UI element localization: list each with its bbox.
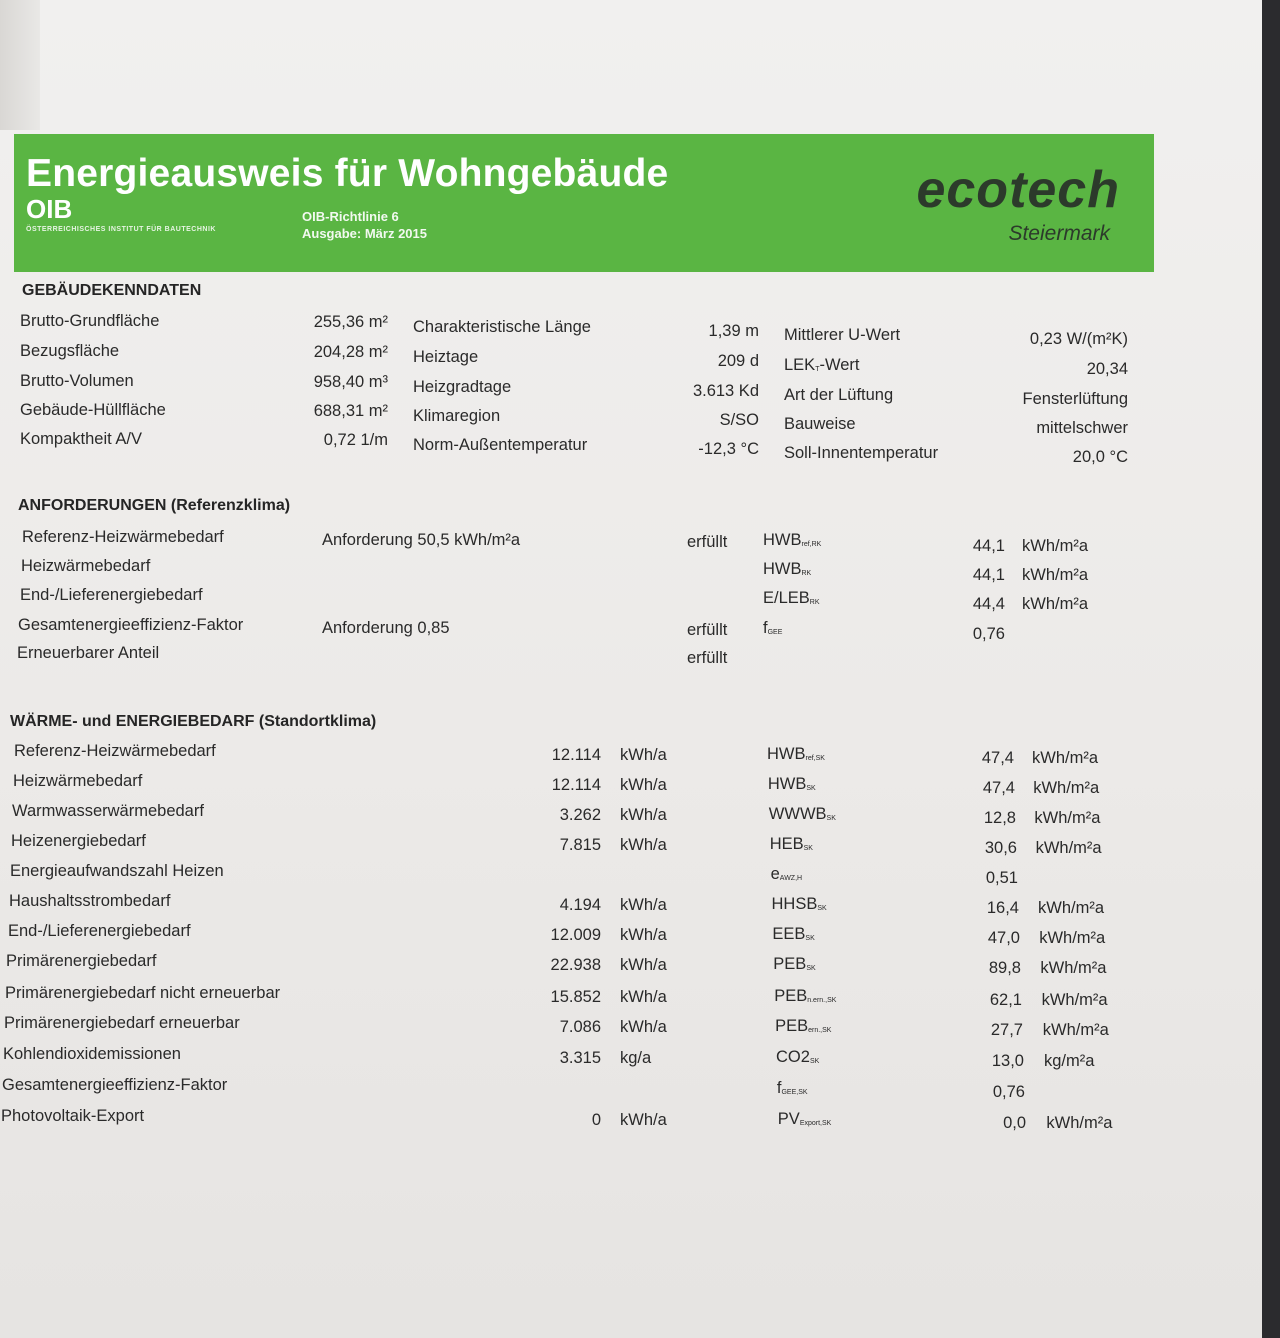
wa-specific-value: 13,0 — [991, 1052, 1024, 1070]
gk-label-1: Brutto-Grundfläche — [20, 312, 160, 330]
wa-value: 22.938 — [550, 956, 601, 974]
wa-specific-value: 89,8 — [988, 959, 1021, 977]
wa-specific-unit: kWh/m²a — [1035, 839, 1102, 857]
section-heading-waerme: WÄRME- und ENERGIEBEDARF (Standortklima) — [10, 713, 377, 730]
wa-symbol: HEBSK — [769, 835, 813, 853]
symbol-subscript: GEE — [767, 629, 783, 636]
wa-value: 7.815 — [559, 836, 601, 854]
wa-symbol: HHSBSK — [771, 895, 827, 913]
gk-value-2: 209 d — [717, 352, 759, 370]
wa-value: 12.114 — [551, 746, 601, 764]
gk-value-1: 958,40 m³ — [313, 373, 388, 391]
gk-label-3: Mittlerer U-Wert — [784, 326, 901, 344]
wa-unit: kg/a — [620, 1049, 652, 1067]
an-status: erfüllt — [687, 533, 728, 551]
wa-specific-unit: kWh/m²a — [1040, 959, 1107, 977]
gk-label-2: Charakteristische Länge — [413, 318, 591, 336]
wa-label: End-/Lieferenergiebedarf — [8, 922, 191, 940]
wa-unit: kWh/a — [620, 926, 667, 944]
oib-full-name: ÖSTERREICHISCHES INSTITUT FÜR BAUTECHNIK — [26, 226, 216, 233]
wa-value: 12.009 — [550, 926, 601, 944]
symbol-subscript: RK — [801, 570, 812, 577]
wa-specific-value: 0,0 — [1003, 1114, 1026, 1132]
gk-label-2: Heiztage — [413, 348, 479, 366]
gk-label-2: Heizgradtage — [413, 378, 512, 396]
wa-label: Heizwärmebedarf — [13, 772, 143, 790]
symbol-subscript: n.ern.,SK — [807, 997, 837, 1004]
wa-specific-unit: kWh/m²a — [1038, 899, 1104, 917]
wa-unit: kWh/a — [620, 896, 667, 914]
gk-label-3: Soll-Innentemperatur — [784, 444, 939, 462]
an-value: 44,1 — [972, 566, 1005, 584]
wa-symbol: HWBref,SK — [767, 745, 825, 763]
an-unit: kWh/m²a — [1022, 595, 1088, 613]
wa-unit: kWh/a — [620, 746, 667, 764]
oib-logo-text: OIB — [26, 194, 73, 224]
wa-symbol: fGEE,SK — [776, 1079, 808, 1097]
ecotech-logo: ecotech — [916, 161, 1120, 219]
an-symbol: HWBRK — [763, 560, 812, 578]
gk-label-1: Kompaktheit A/V — [20, 430, 142, 448]
wa-unit: kWh/a — [620, 988, 667, 1006]
wa-symbol: CO2SK — [776, 1048, 820, 1066]
wa-specific-value: 30,6 — [984, 839, 1017, 857]
wa-specific-unit: kWh/m²a — [1032, 749, 1098, 767]
gk-label-1: Bezugsfläche — [20, 342, 120, 360]
wa-value: 4.194 — [559, 896, 601, 914]
an-label: Referenz-Heizwärmebedarf — [22, 528, 224, 546]
wa-value: 15.852 — [550, 988, 601, 1006]
symbol-subscript: ref,RK — [801, 541, 822, 548]
wa-unit: kWh/a — [620, 806, 667, 824]
gk-value-2: -12,3 °C — [698, 440, 759, 458]
wa-specific-unit: kWh/m²a — [1033, 779, 1100, 797]
wa-label: Kohlendioxidemissionen — [3, 1045, 181, 1063]
wa-specific-unit: kWh/m²a — [1039, 929, 1106, 947]
wa-label: Energieaufwandszahl Heizen — [10, 862, 224, 880]
an-value: 44,1 — [972, 537, 1005, 555]
wa-specific-unit: kWh/m²a — [1034, 809, 1101, 827]
wa-label: Photovoltaik-Export — [1, 1107, 145, 1125]
an-requirement: Anforderung 50,5 kWh/m²a — [322, 531, 521, 549]
symbol-subscript: ern.,SK — [808, 1027, 832, 1034]
an-label: Erneuerbarer Anteil — [17, 644, 160, 662]
gk-label-2: Norm-Außentemperatur — [413, 436, 588, 454]
guideline-edition: Ausgabe: März 2015 — [302, 226, 427, 241]
wa-label: Primärenergiebedarf — [6, 952, 157, 970]
an-value: 0,76 — [972, 625, 1005, 643]
wa-symbol: PEBn.ern.,SK — [774, 987, 837, 1005]
symbol-subscript: GEE,SK — [781, 1089, 808, 1096]
wa-label: Primärenergiebedarf nicht erneuerbar — [5, 984, 281, 1002]
wa-unit: kWh/a — [620, 1111, 667, 1129]
wa-symbol: PEBSK — [773, 955, 816, 973]
an-symbol: E/LEBRK — [763, 589, 820, 607]
wa-specific-unit: kWh/m²a — [1046, 1114, 1113, 1132]
wa-symbol: eAWZ,H — [770, 865, 803, 883]
wa-label: Heizenergiebedarf — [11, 832, 146, 850]
gk-value-3: 0,23 W/(m²K) — [1029, 330, 1128, 348]
an-status: erfüllt — [687, 621, 728, 639]
wa-label: Warmwasserwärmebedarf — [12, 802, 204, 820]
wa-specific-value: 16,4 — [986, 899, 1019, 917]
guideline-info — [302, 208, 427, 242]
an-label: Heizwärmebedarf — [21, 557, 151, 575]
wa-unit: kWh/a — [620, 776, 667, 794]
symbol-subscript: SK — [805, 935, 815, 942]
gk-value-3: mittelschwer — [1036, 419, 1128, 437]
an-symbol: HWBref,RK — [763, 531, 822, 549]
gk-value-1: 204,28 m² — [313, 343, 388, 361]
section-heading-anforderungen: ANFORDERUNGEN (Referenzklima) — [18, 497, 291, 514]
symbol-subscript: SK — [803, 845, 813, 852]
wa-unit: kWh/a — [620, 836, 667, 854]
gk-value-3: 20,34 — [1086, 360, 1128, 378]
header-banner — [14, 134, 1154, 272]
an-unit: kWh/m²a — [1022, 566, 1088, 584]
wa-unit: kWh/a — [620, 1018, 667, 1036]
an-label: Gesamtenergieeffizienz-Faktor — [18, 616, 244, 634]
symbol-subscript: ref,SK — [805, 755, 825, 762]
wa-specific-value: 0,51 — [985, 869, 1018, 887]
gk-value-2: 1,39 m — [708, 322, 759, 340]
wa-specific-unit: kg/m²a — [1044, 1052, 1095, 1070]
page-fold — [0, 0, 40, 130]
symbol-subscript: Export,SK — [799, 1120, 832, 1127]
wa-label: Gesamtenergieeffizienz-Faktor — [2, 1076, 228, 1094]
gk-value-1: 255,36 m² — [313, 313, 388, 331]
gk-label-1: Gebäude-Hüllfläche — [20, 401, 166, 419]
gk-value-2: 3.613 Kd — [692, 382, 759, 400]
wa-value: 0 — [591, 1111, 601, 1129]
symbol-subscript: SK — [806, 785, 816, 792]
wa-specific-value: 0,76 — [992, 1083, 1025, 1101]
an-unit: kWh/m²a — [1022, 537, 1088, 555]
wa-specific-value: 12,8 — [983, 809, 1016, 827]
symbol-subscript: SK — [817, 905, 827, 912]
wa-label: Haushaltsstrombedarf — [9, 892, 171, 910]
gk-label-3: LEKT-Wert — [784, 356, 860, 374]
wa-symbol: WWWBSK — [768, 805, 836, 823]
wa-specific-unit: kWh/m²a — [1041, 991, 1108, 1009]
wa-symbol: EEBSK — [772, 925, 815, 943]
an-symbol: fGEE — [763, 619, 783, 637]
wa-specific-unit: kWh/m²a — [1042, 1021, 1109, 1039]
wa-symbol: PEBern.,SK — [775, 1017, 832, 1035]
gk-value-3: 20,0 °C — [1072, 448, 1128, 466]
gk-value-3: Fensterlüftung — [1022, 390, 1128, 408]
ecotech-region: Steiermark — [1008, 222, 1110, 245]
gk-label-3: Bauweise — [784, 415, 856, 433]
wa-specific-value: 47,4 — [981, 749, 1014, 767]
symbol-subscript: SK — [826, 815, 836, 822]
wa-label: Primärenergiebedarf erneuerbar — [4, 1014, 240, 1032]
wa-specific-value: 27,7 — [990, 1021, 1023, 1039]
wa-value: 7.086 — [559, 1018, 601, 1036]
wa-value: 3.315 — [559, 1049, 601, 1067]
wa-specific-value: 47,4 — [982, 779, 1015, 797]
wa-symbol: PVExport,SK — [777, 1110, 832, 1128]
an-requirement: Anforderung 0,85 — [322, 619, 450, 637]
an-status: erfüllt — [687, 649, 728, 667]
gk-label-2: Klimaregion — [413, 407, 501, 425]
symbol-subscript: RK — [809, 599, 820, 606]
symbol-subscript: SK — [809, 1058, 820, 1065]
wa-specific-value: 62,1 — [989, 991, 1022, 1009]
wa-symbol: HWBSK — [767, 775, 816, 793]
symbol-subscript: SK — [806, 965, 816, 972]
gk-label-1: Brutto-Volumen — [20, 372, 134, 390]
symbol-subscript: AWZ,H — [779, 875, 803, 882]
gk-value-1: 688,31 m² — [313, 402, 388, 420]
an-value: 44,4 — [972, 595, 1005, 613]
symbol-subscript: T — [815, 366, 820, 373]
section-heading-gebaeudekenndaten: GEBÄUDEKENNDATEN — [22, 282, 202, 299]
an-label: End-/Lieferenergiebedarf — [20, 586, 203, 604]
gk-value-2: S/SO — [719, 411, 759, 429]
document-title: Energieausweis für Wohngebäude — [26, 152, 669, 195]
wa-value: 3.262 — [559, 806, 601, 824]
wa-label: Referenz-Heizwärmebedarf — [14, 742, 216, 760]
gk-value-1: 0,72 1/m — [323, 431, 388, 449]
guideline-name: OIB-Richtlinie 6 — [302, 209, 399, 224]
wa-value: 12.114 — [551, 776, 601, 794]
wa-unit: kWh/a — [620, 956, 667, 974]
gk-label-3: Art der Lüftung — [784, 386, 894, 404]
wa-specific-value: 47,0 — [987, 929, 1020, 947]
